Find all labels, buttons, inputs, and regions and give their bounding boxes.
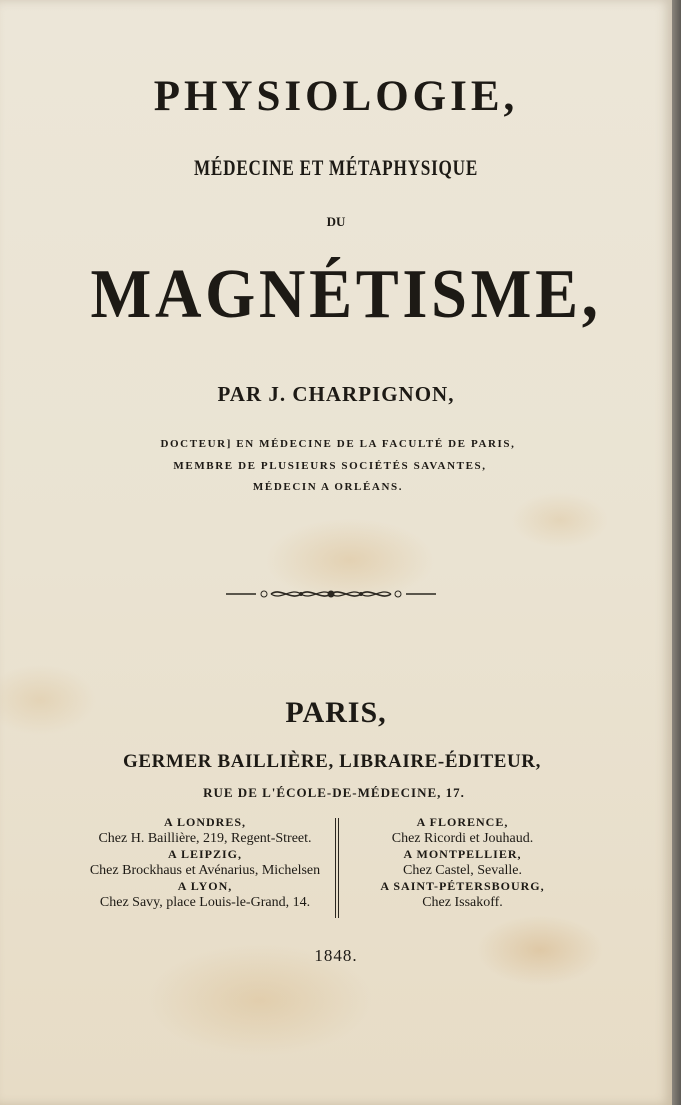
distributor-city: A SAINT-PÉTERSBOURG,	[380, 879, 545, 893]
distributor-address: Chez Savy, place Louis-le-Grand, 14.	[99, 895, 311, 910]
publication-year: 1848.	[314, 946, 358, 965]
author-byline: PAR J. CHARPIGNON,	[217, 382, 455, 406]
imprint-street: RUE DE L'ÉCOLE-DE-MÉDECINE, 17.	[203, 785, 465, 800]
distributor-city: A FLORENCE,	[416, 815, 509, 829]
title-line-physiologie: PHYSIOLOGIE,	[153, 73, 519, 120]
distributors-left-column	[70, 815, 340, 911]
distributor-address: Chez H. Baillière, 219, Regent-Street.	[98, 831, 312, 846]
page-edge	[672, 0, 681, 1105]
title-line-magnetisme: MAGNÉTISME,	[90, 256, 602, 333]
ornament-divider	[226, 585, 436, 603]
distributor-city: A MONTPELLIER,	[403, 847, 522, 861]
imprint-publisher: GERMER BAILLIÈRE, LIBRAIRE-ÉDITEUR,	[123, 751, 541, 772]
distributor-city: A LONDRES,	[163, 815, 247, 829]
title-line-medecine: MÉDECINE ET MÉTAPHYSIQUE	[193, 155, 479, 180]
author-credential: MÉDECIN A ORLÉANS.	[252, 481, 404, 493]
distributor-address: Chez Castel, Sevalle.	[403, 863, 522, 878]
distributors-right-column	[350, 815, 575, 911]
distributor-address: Chez Issakoff.	[422, 895, 503, 910]
distributor-city: A LYON,	[177, 879, 233, 893]
column-divider	[335, 818, 339, 918]
title-line-du: DU	[326, 214, 346, 229]
author-credential: MEMBRE DE PLUSIEURS SOCIÉTÉS SAVANTES,	[173, 460, 487, 472]
distributor-address: Chez Brockhaus et Avénarius, Michelsen	[89, 863, 321, 878]
distributor-city: A LEIPZIG,	[167, 847, 243, 861]
author-credential: DOCTEUR] EN MÉDECINE DE LA FACULTÉ DE PARIS,	[160, 438, 516, 450]
imprint-city: PARIS,	[285, 696, 387, 729]
distributor-address: Chez Ricordi et Jouhaud.	[391, 831, 534, 846]
